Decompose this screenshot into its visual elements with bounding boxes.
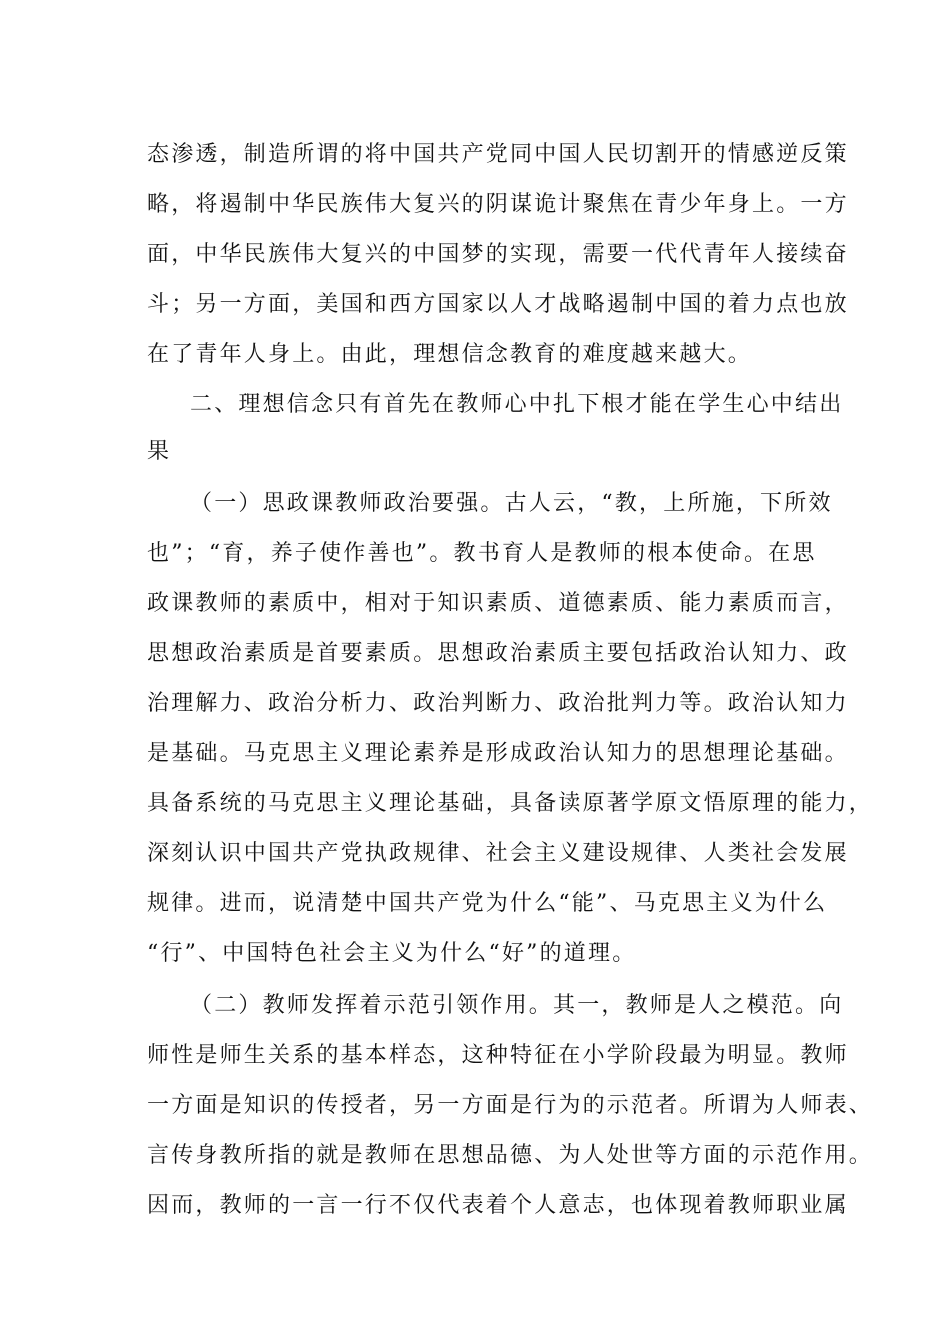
section-heading-continuation: 果 [147,439,172,464]
text-line: 规律。进而，说清楚中国共产党为什么“能”、马克思主义为什么 [147,891,828,916]
text-line: 面，中华民族伟大复兴的中国梦的实现，需要一代代青年人接续奋 [147,242,849,267]
text-line: 师性是师生关系的基本样态，这种特征在小学阶段最为明显。教师 [147,1043,849,1068]
text-line: 政课教师的素质中，相对于知识素质、道德素质、能力素质而言， [147,591,849,616]
section-heading: 二、理想信念只有首先在教师心中扎下根才能在学生心中结出 [190,392,844,417]
text-line: 具备系统的马克思主义理论基础，具备读原著学原文悟原理的能力， [147,791,874,816]
text-line: 态渗透，制造所谓的将中国共产党同中国人民切割开的情感逆反策 [147,142,849,167]
text-line: 是基础。马克思主义理论素养是形成政治认知力的思想理论基础。 [147,741,849,766]
text-line: 治理解力、政治分析力、政治判断力、政治批判力等。政治认知力 [147,691,849,716]
text-line: 一方面是知识的传授者，另一方面是行为的示范者。所谓为人师表、 [147,1093,874,1118]
text-line: 深刻认识中国共产党执政规律、社会主义建设规律、人类社会发展 [147,841,849,866]
text-line: （二）教师发挥着示范引领作用。其一，教师是人之模范。向 [190,993,844,1018]
text-line: 也”；“育，养子使作善也”。教书育人是教师的根本使命。在思 [147,541,817,566]
text-line: 斗；另一方面，美国和西方国家以人才战略遏制中国的着力点也放 [147,292,849,317]
text-line: 言传身教所指的就是教师在思想品德、为人处世等方面的示范作用。 [147,1143,874,1168]
text-line: 因而，教师的一言一行不仅代表着个人意志，也体现着教师职业属 [147,1193,849,1218]
text-line: （一）思政课教师政治要强。古人云，“教，上所施，下所效 [190,491,833,516]
text-line: 思想政治素质是首要素质。思想政治素质主要包括政治认知力、政 [147,641,849,666]
text-line: 在了青年人身上。由此，理想信念教育的难度越来越大。 [147,342,753,367]
text-line: 略，将遏制中华民族伟大复兴的阴谋诡计聚焦在青少年身上。一方 [147,192,849,217]
text-line: “行”、中国特色社会主义为什么“好”的道理。 [147,941,637,966]
